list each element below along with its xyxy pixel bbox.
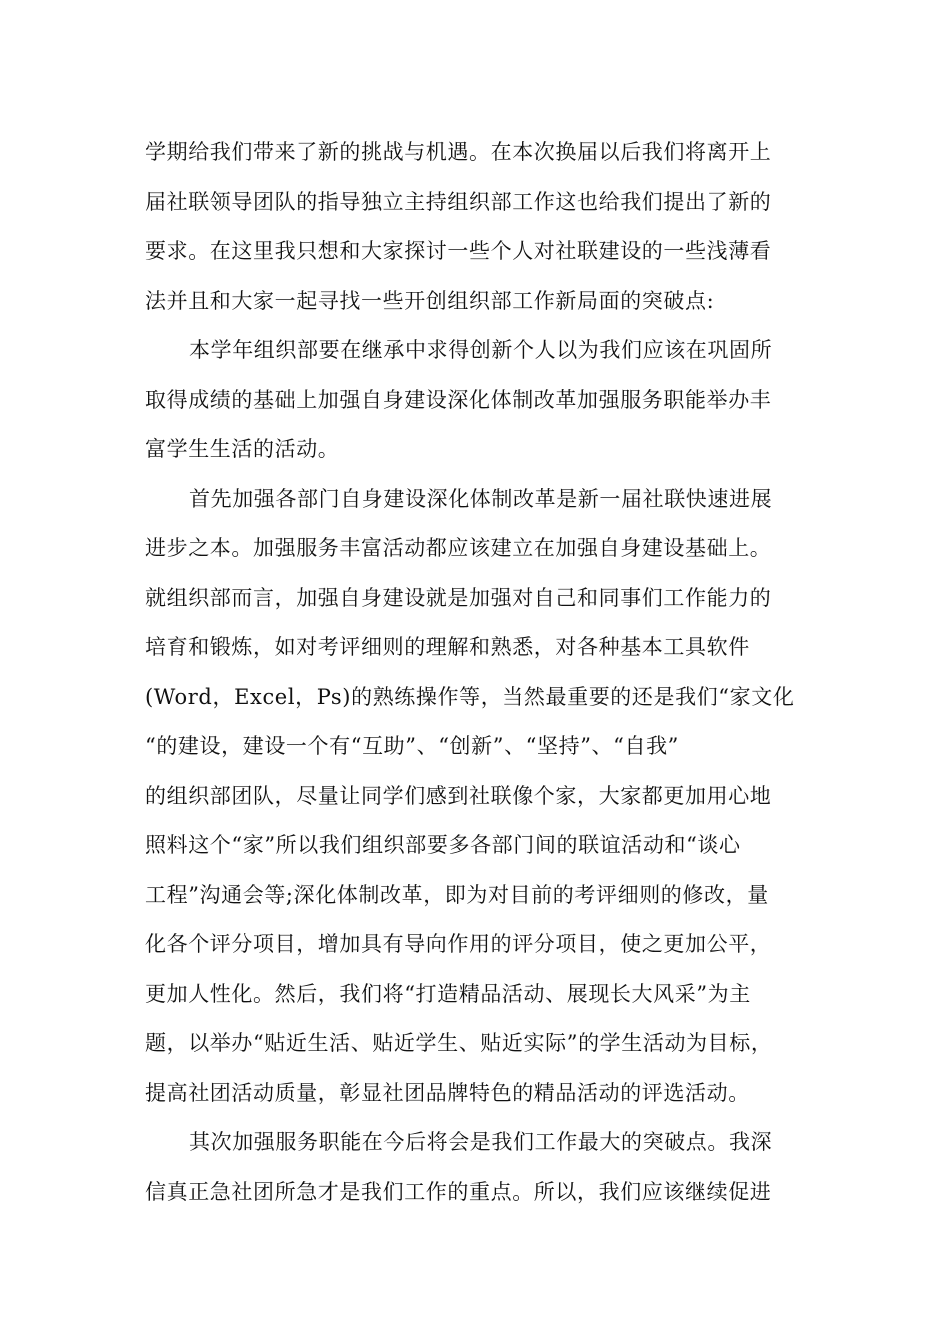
paragraph-1 (145, 128, 825, 326)
text-line: 提高社团活动质量，彰显社团品牌特色的精品活动的评选活动。 (145, 1080, 750, 1105)
text-line: 其次加强服务职能在今后将会是我们工作最大的突破点。我深 (189, 1130, 773, 1154)
text-line: 工程”沟通会等;深化体制改革，即为对目前的考评细则的修改，量 (145, 882, 769, 907)
text-line: 取得成绩的基础上加强自身建设深化体制改革加强服务职能举办丰 (145, 387, 772, 412)
paragraph-2 (145, 326, 825, 475)
text-line: “的建设，建设一个有“互助”、“创新”、“坚持”、“自我” (145, 734, 680, 758)
text-line: 题，以举办“贴近生活、贴近学生、贴近实际”的学生活动为目标， (145, 1031, 773, 1055)
text-line: 富学生生活的活动。 (145, 437, 340, 461)
text-line: 更加人性化。然后，我们将“打造精品活动、展现长大风采”为主 (145, 981, 751, 1006)
paragraph-4 (145, 1118, 825, 1217)
text-line: 照料这个“家”所以我们组织部要多各部门间的联谊活动和“谈心 (145, 833, 741, 857)
text-line: 的组织部团队，尽量让同学们感到社联像个家，大家都更加用心地 (145, 783, 772, 808)
text-line: 届社联领导团队的指导独立主持组织部工作这也给我们提出了新的 (145, 189, 772, 214)
text-line: 学期给我们带来了新的挑战与机遇。在本次换届以后我们将离开上 (145, 140, 772, 164)
text-line: 就组织部而言，加强自身建设就是加强对自己和同事们工作能力的 (145, 585, 772, 610)
text-line: 法并且和大家一起寻找一些开创组织部工作新局面的突破点: (145, 288, 715, 313)
paragraph-3 (145, 475, 825, 1119)
text-line: 化各个评分项目，增加具有导向作用的评分项目，使之更加公平， (145, 932, 772, 956)
text-line: 进步之本。加强服务丰富活动都应该建立在加强自身建设基础上。 (145, 536, 772, 560)
text-line: 要求。在这里我只想和大家探讨一些个人对社联建设的一些浅薄看 (145, 239, 772, 263)
text-line: (Word，Excel，Ps)的熟练操作等，当然最重要的还是我们“家文化 (145, 684, 795, 709)
text-line: 培育和锻炼，如对考评细则的理解和熟悉，对各种基本工具软件 (145, 635, 750, 659)
text-line: 信真正急社团所急才是我们工作的重点。所以，我们应该继续促进 (145, 1179, 772, 1204)
document-body (145, 128, 825, 1217)
text-line: 首先加强各部门自身建设深化体制改革是新一届社联快速进展 (189, 486, 773, 511)
text-line: 本学年组织部要在继承中求得创新个人以为我们应该在巩固所 (189, 338, 773, 362)
